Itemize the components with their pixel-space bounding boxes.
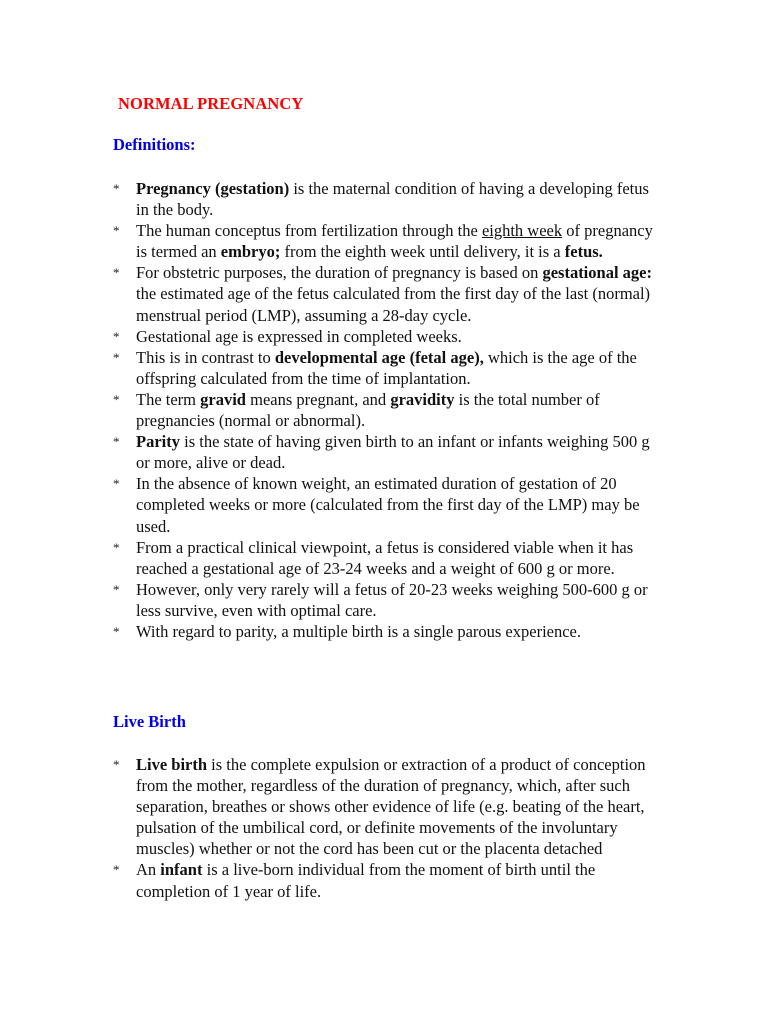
definition-item <box>113 537 658 579</box>
body-text: means pregnant, and <box>245 389 391 409</box>
definition-item <box>113 621 658 642</box>
bullet-mark-icon: * <box>113 223 120 239</box>
definition-item <box>113 579 658 621</box>
live-birth-item <box>113 754 658 859</box>
bold-term: gravid <box>200 389 246 409</box>
bold-term: Parity <box>136 432 180 452</box>
bullet-mark-icon: * <box>113 349 120 365</box>
definition-item <box>113 389 658 431</box>
bullet-mark-icon: * <box>113 539 120 555</box>
body-text: is the state of having given birth to an infant or infants weighing 500 g or more, alive or dead. <box>136 432 650 473</box>
bullet-mark-icon: * <box>113 476 120 492</box>
live-birth-item <box>113 859 658 901</box>
body-text: is the maternal condition of having a developing fetus in the body. <box>136 179 649 220</box>
bold-term: fetus. <box>564 242 603 262</box>
body-text: of pregnancy is termed an <box>136 221 653 262</box>
body-text: With regard to parity, a multiple birth is a single parous experience. <box>136 621 582 641</box>
definition-item <box>113 262 658 325</box>
live-birth-heading: Live Birth <box>113 712 186 731</box>
body-text: Gestational age is expressed in completed weeks. <box>136 326 462 346</box>
bullet-mark-icon: * <box>113 623 120 639</box>
bullet-mark-icon: * <box>113 328 120 344</box>
body-text: However, only very rarely will a fetus of 20-23 weeks weighing 500-600 g or less survive, even with optimal care. <box>136 579 648 620</box>
definition-item <box>113 326 658 347</box>
body-text: is the total number of pregnancies (normal or abnormal). <box>136 389 600 431</box>
bold-term: gravidity <box>390 389 455 409</box>
bullet-mark-icon: * <box>113 862 120 878</box>
body-text: The human conceptus from fertilization through the <box>136 221 482 241</box>
bold-term: Live birth <box>136 755 208 774</box>
definitions-heading: Definitions: <box>113 135 196 154</box>
bullet-mark-icon: * <box>113 391 120 407</box>
definition-item <box>113 178 658 220</box>
bold-term: embryo; <box>220 242 281 262</box>
body-text: For obstetric purposes, the duration of pregnancy is based on <box>136 263 543 283</box>
bullet-mark-icon: * <box>113 181 120 196</box>
live-birth-list <box>113 754 658 902</box>
body-text: In the absence of known weight, an estimated duration of gestation of 20 completed weeks or more (calculated from the first day of the LMP) may be used. <box>136 474 640 536</box>
definition-item <box>113 220 658 262</box>
bold-term: gestational age: <box>542 263 652 283</box>
bold-term: Pregnancy (gestation) <box>136 179 290 198</box>
body-text: is the complete expulsion or extraction of a product of conception from the mother, regardless of the duration of pregnancy, which, after such separation, breathes or shows other evidence of life (e.g. beating of the heart, pulsation of the umbilical cord, or definite movements of the involuntary muscles) whether or not the cord has been cut or the placenta detached <box>136 755 646 859</box>
bullet-mark-icon: * <box>113 581 120 597</box>
body-text: which is the age of the offspring calculated from the time of implantation. <box>136 347 637 388</box>
underlined-text: eighth week <box>481 221 563 241</box>
bold-term: infant <box>160 860 203 880</box>
body-text: An <box>136 860 161 880</box>
bullet-mark-icon: * <box>113 434 120 450</box>
body-text: From a practical clinical viewpoint, a fetus is considered viable when it has reached a gestational age of 23-24 weeks and a weight of 600 g or more. <box>136 537 634 578</box>
body-text: the estimated age of the fetus calculated from the first day of the last (normal) menstrual period (LMP), assuming a 28-day cycle. <box>136 284 651 325</box>
body-text: from the eighth week until delivery, it is a <box>280 242 565 262</box>
bullet-mark-icon: * <box>113 265 120 281</box>
page-title: NORMAL PREGNANCY <box>118 94 304 113</box>
body-text: The term <box>136 389 201 409</box>
definition-item <box>113 347 658 389</box>
body-text: is a live-born individual from the moment of birth until the completion of 1 year of life. <box>136 860 596 901</box>
body-text: This is in contrast to <box>136 347 275 367</box>
definition-item <box>113 431 658 473</box>
definition-item <box>113 473 658 536</box>
definitions-list <box>113 178 658 642</box>
bold-term: developmental age (fetal age), <box>274 347 484 367</box>
bullet-mark-icon: * <box>113 757 120 772</box>
